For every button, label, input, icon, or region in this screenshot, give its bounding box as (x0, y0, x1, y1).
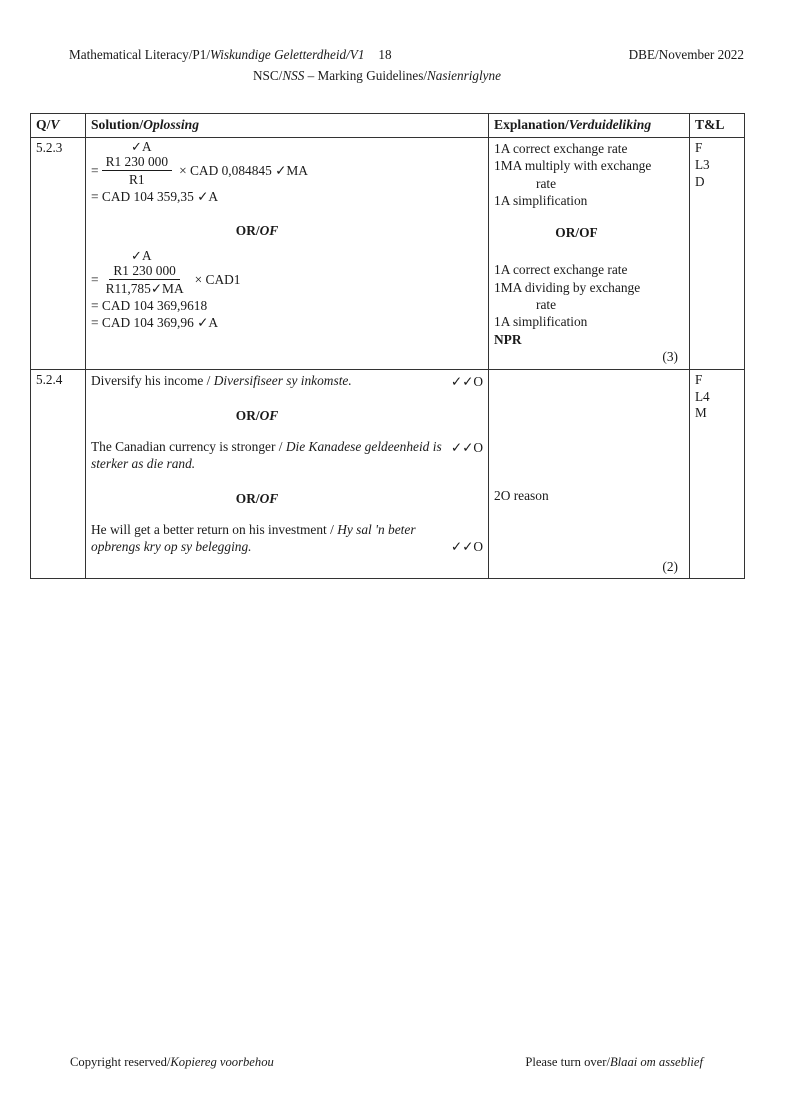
column-header-qv (31, 114, 86, 138)
header-marking-guidelines: – Marking Guidelines/ (304, 68, 427, 84)
solution-of-label-2: OF (259, 490, 279, 506)
footer-copyright-plain: Copyright reserved/ (70, 1055, 171, 1069)
column-header-tl-plain: T&L (695, 117, 725, 132)
column-header-qv-italic: V (50, 117, 60, 132)
solution-or-of-2 (91, 491, 483, 507)
method2-denominator: R11,785✓MA (105, 281, 184, 297)
marking-guidelines-table (30, 113, 745, 579)
answer-3-mark: ✓✓O (450, 539, 483, 555)
method1-result: = CAD 104 359,35 ✓A (91, 188, 219, 204)
answer-option-2 (91, 438, 483, 473)
tl-item: L3 (695, 156, 710, 172)
npr-note: NPR (494, 331, 522, 347)
marks-total: (2) (662, 559, 678, 575)
solution-or-of-1 (91, 223, 483, 239)
answer-2-english: The Canadian currency is stronger / (91, 439, 286, 455)
question-number: 5.2.4 (31, 369, 86, 579)
footer-turn-over-plain: Please turn over/ (525, 1055, 610, 1069)
column-header-tl (690, 114, 745, 138)
solution-or-of-1 (91, 408, 483, 424)
tl-item: F (695, 140, 703, 155)
solution-method-2 (91, 249, 483, 331)
method1-numerator: R1 230 000 (102, 154, 173, 171)
answer-3-english: He will get a better return on his investment / (91, 521, 338, 537)
answer-1-english: Diversify his income / (91, 372, 214, 388)
header-page-number: 18 (378, 47, 392, 62)
method2-equals: = (91, 271, 99, 287)
header-line-1 (30, 45, 744, 64)
footer-turn-over (525, 1055, 744, 1070)
header-subject-italic: Wiskundige Geletterdheid/V1 (209, 47, 365, 62)
explanation-item: 1MA dividing by exchange (494, 279, 641, 295)
tl-item: L4 (695, 388, 710, 404)
answer-3-afrikaans: Hy sal 'n beter opbrengs kry op sy belegging. (91, 521, 416, 555)
answer-1-mark: ✓✓O (450, 373, 483, 389)
marks-total: (3) (662, 349, 678, 365)
solution-cell (86, 369, 489, 579)
solution-or-label-2: OR/ (235, 490, 260, 506)
header-nsc-prefix: NSC/ (252, 68, 283, 84)
solution-method-1 (91, 140, 483, 205)
column-header-solution (86, 114, 489, 138)
method1-mark-above: ✓A (131, 139, 152, 154)
column-header-explanation-plain: Explanation/ (494, 117, 569, 132)
footer-copyright-italic: Kopiereg voorbehou (170, 1055, 274, 1069)
tl-cell (690, 138, 745, 370)
tl-cell (690, 369, 745, 579)
answer-2-mark: ✓✓O (450, 440, 483, 456)
page-footer (70, 1055, 744, 1070)
page-header (30, 45, 744, 85)
table-row (31, 138, 745, 370)
header-subject-plain: Mathematical Literacy/P1/ (69, 47, 210, 62)
explanation-item: 1A correct exchange rate (494, 141, 628, 156)
method2-multiplier: × CAD1 (194, 271, 241, 287)
column-header-solution-italic: Oplossing (143, 117, 200, 132)
explanation-reason: 2O reason (494, 487, 549, 503)
solution-of-label: OF (259, 222, 279, 238)
tl-item: F (695, 371, 703, 387)
header-line-2 (30, 66, 744, 85)
explanation-list-1 (494, 140, 684, 210)
method2-fraction (102, 263, 188, 297)
explanation-or-label: OR/ (555, 224, 580, 240)
method2-result-2: = CAD 104 369,96 ✓A (91, 314, 219, 330)
column-header-explanation (489, 114, 690, 138)
method1-equals: = (91, 163, 99, 179)
explanation-item: rate (536, 296, 557, 312)
method1-fraction (102, 154, 173, 188)
explanation-item: rate (536, 175, 557, 191)
explanation-item: 1A simplification (494, 193, 588, 209)
solution-or-label: OR/ (235, 408, 260, 424)
column-header-explanation-italic: Verduideliking (568, 117, 652, 132)
header-nss-italic: NSS (282, 68, 305, 84)
table-row (31, 369, 745, 579)
answer-1-afrikaans: Diversifiseer sy inkomste. (213, 372, 352, 388)
answer-2-afrikaans: Die Kanadese geldeenheid is sterker as die rand. (91, 439, 442, 472)
footer-turn-over-italic: Blaai om asseblief (609, 1055, 703, 1069)
answer-1-text (91, 372, 451, 389)
column-header-qv-plain: Q/ (36, 117, 51, 132)
answer-option-3 (91, 521, 483, 556)
explanation-cell (489, 369, 690, 579)
answer-2-text (91, 438, 451, 473)
explanation-of-label: OF (579, 224, 598, 240)
header-nasienriglyne-italic: Nasienriglyne (427, 68, 501, 84)
solution-cell (86, 138, 489, 370)
explanation-item: 1A simplification (494, 314, 588, 330)
question-number: 5.2.3 (31, 138, 86, 370)
header-subject (69, 45, 364, 64)
tl-item: M (695, 405, 707, 421)
explanation-list-2 (494, 261, 684, 331)
header-exam-session: DBE/November 2022 (628, 47, 744, 62)
method2-numerator: R1 230 000 (109, 263, 180, 280)
solution-of-label: OF (259, 408, 279, 424)
method2-result-1: = CAD 104 369,9618 (91, 297, 208, 313)
footer-copyright (70, 1055, 274, 1070)
table-header-row (31, 114, 745, 138)
method1-multiplier: × CAD 0,084845 ✓MA (179, 163, 308, 179)
method2-equation (91, 263, 483, 297)
method1-denominator: R1 (128, 172, 145, 188)
solution-or-label: OR/ (235, 222, 260, 238)
explanation-or-of (494, 224, 684, 241)
explanation-item: 1A correct exchange rate (494, 262, 628, 278)
tl-item: D (695, 173, 705, 189)
explanation-item: 1MA multiply with exchange (494, 158, 652, 174)
method1-equation (91, 154, 483, 188)
column-header-solution-plain: Solution/ (91, 117, 144, 132)
answer-3-text (91, 521, 451, 556)
explanation-cell (489, 138, 690, 370)
answer-option-1 (91, 372, 483, 390)
method2-mark-above: ✓A (131, 247, 152, 263)
